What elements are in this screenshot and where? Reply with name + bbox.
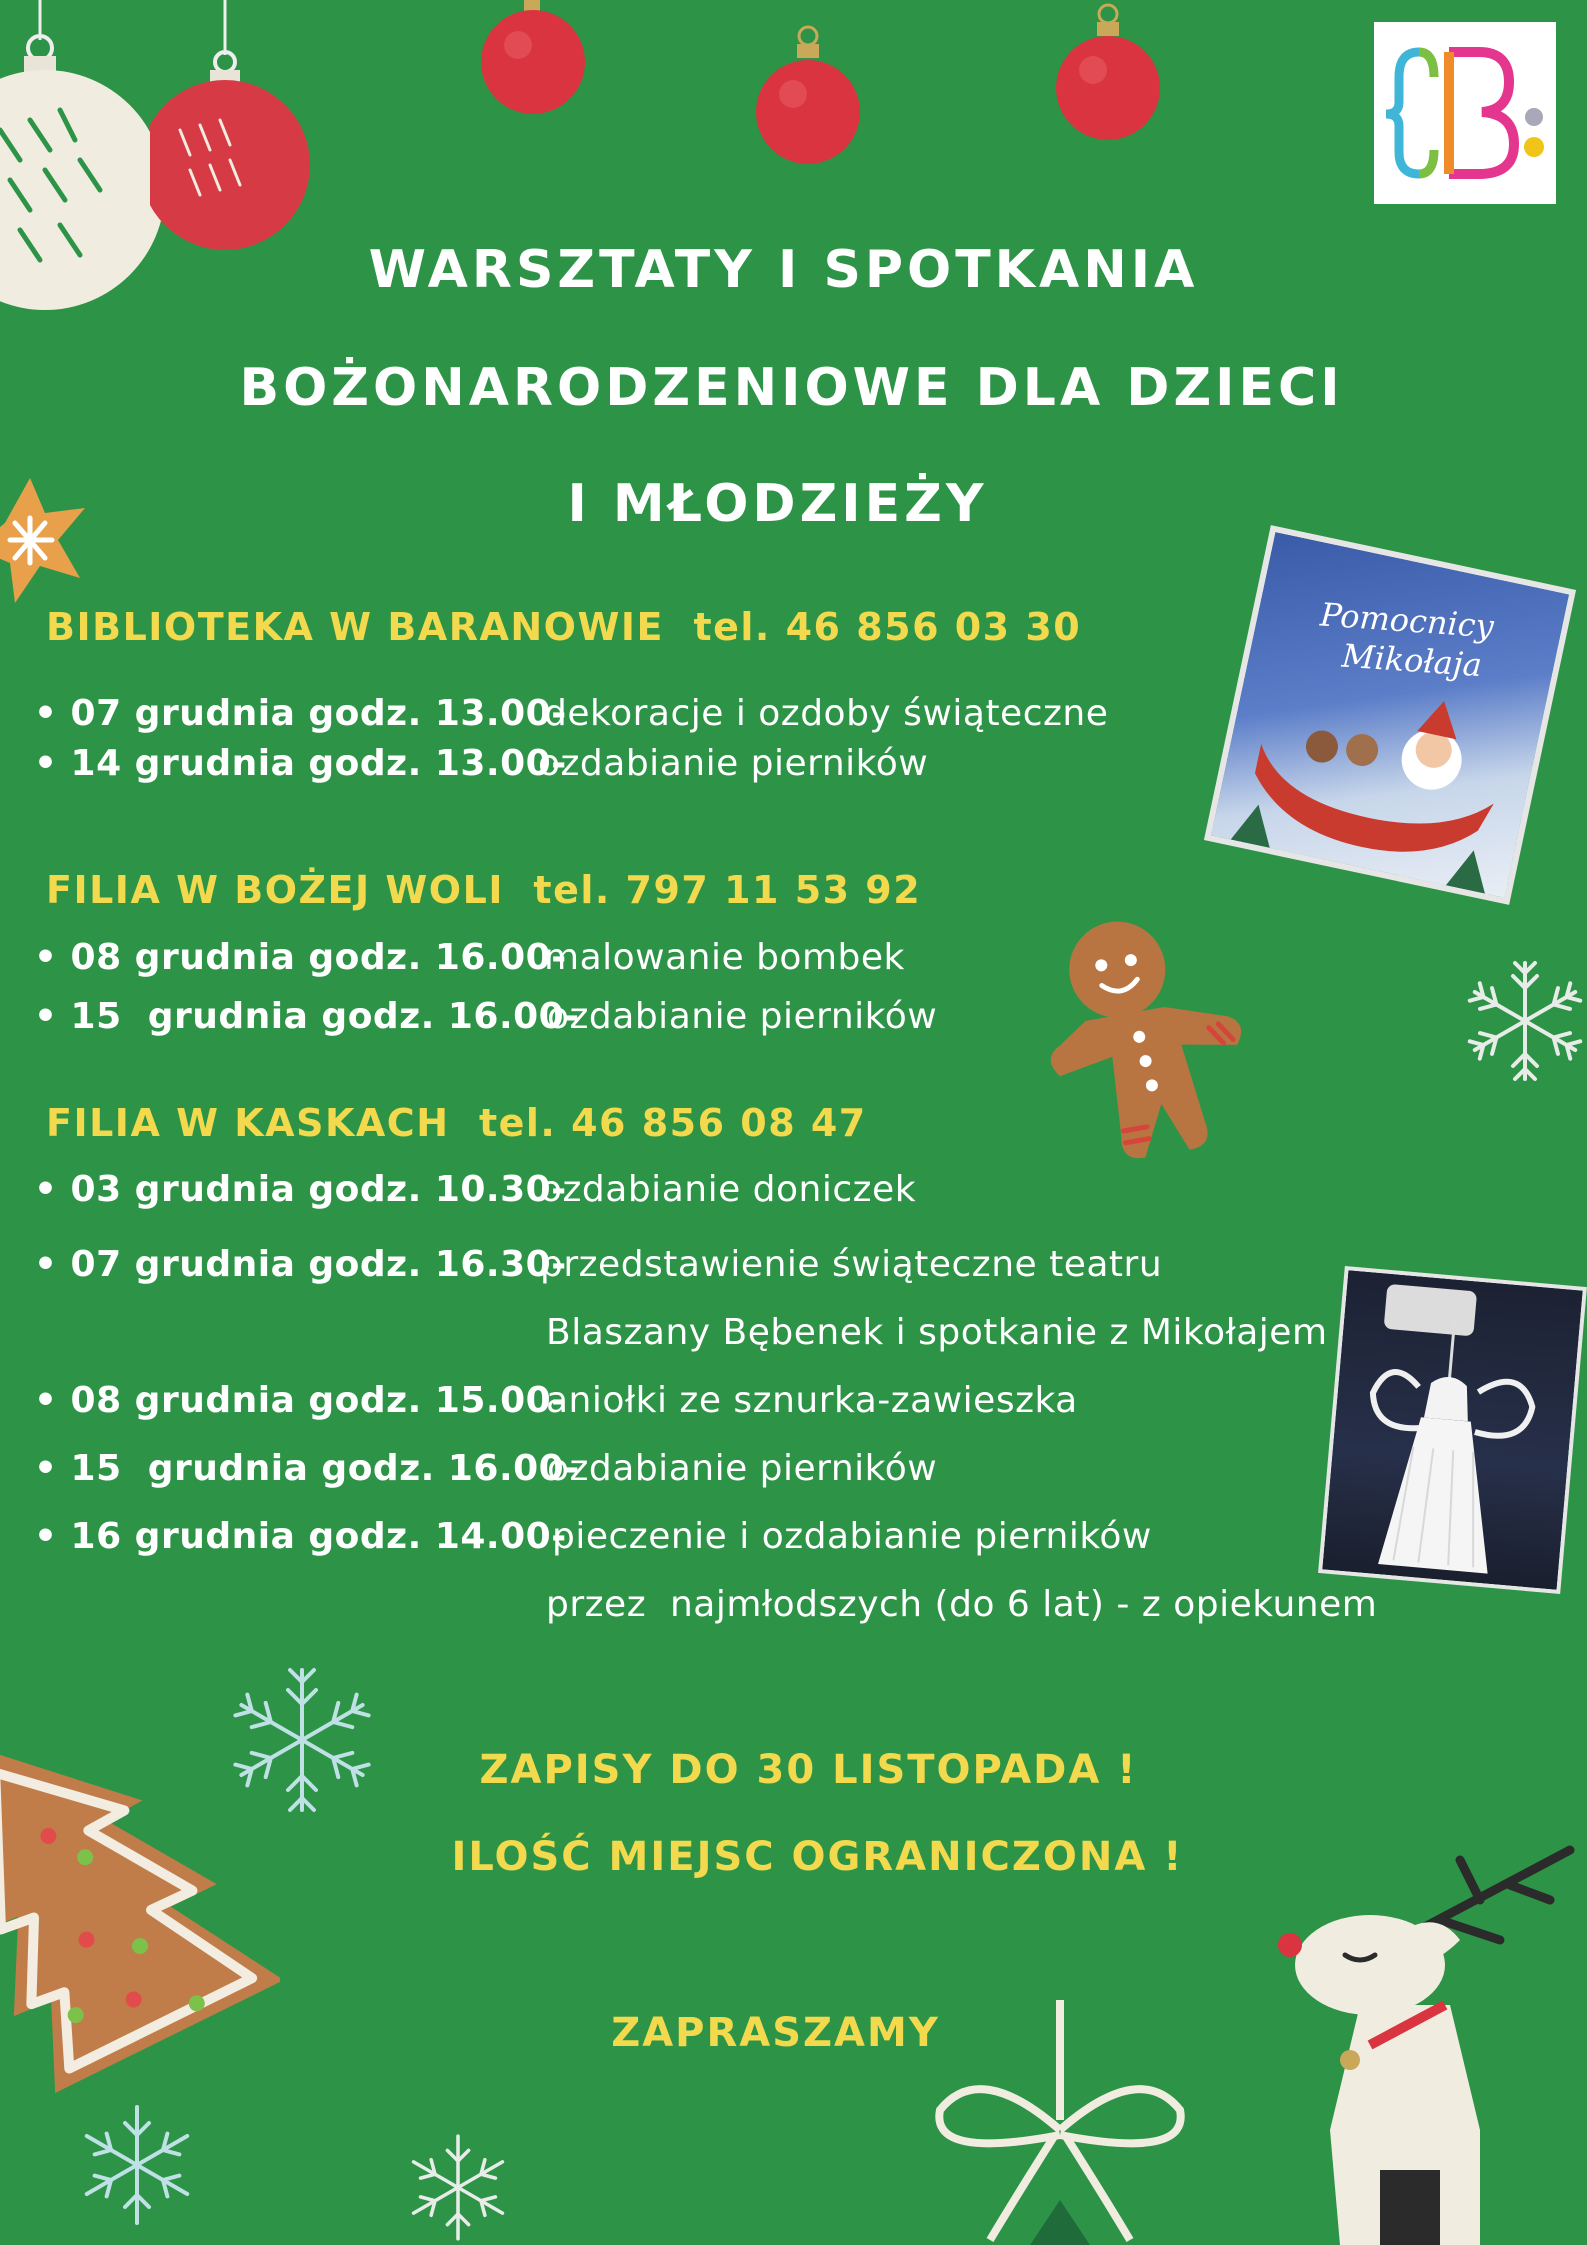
- list-item: [34, 1244, 1163, 1285]
- item-desc: malowanie bombek: [544, 937, 905, 978]
- invitation-text: ZAPRASZAMY: [611, 2010, 940, 2056]
- snowflake-icon: [393, 2130, 523, 2245]
- gingerbread-man-icon: [1030, 910, 1270, 1170]
- item-desc: aniołki ze sznurka-zawieszka: [546, 1380, 1078, 1421]
- title-line-1: WARSZTATY I SPOTKANIA: [368, 240, 1199, 300]
- book-cover-image: [1211, 532, 1569, 898]
- list-item: [34, 743, 929, 784]
- list-item: [34, 996, 938, 1037]
- list-item: [34, 1516, 1152, 1557]
- item-continuation: Blaszany Bębenek i spotkanie z Mikołajem: [546, 1312, 1328, 1353]
- item-date: • 16 grudnia godz. 14.00-: [34, 1516, 567, 1557]
- book-title-1: Pomocnicy: [1318, 595, 1496, 646]
- small-ornament-icon: [753, 22, 863, 167]
- section-heading-boza-wola: FILIA W BOŻEJ WOLI tel. 797 11 53 92: [46, 868, 922, 912]
- item-date: • 14 grudnia godz. 13.00-: [34, 743, 567, 784]
- small-ornament-icon: [1053, 0, 1163, 145]
- limited-seats-notice: ILOŚĆ MIEJSC OGRANICZONA !: [451, 1834, 1184, 1880]
- small-ornament-icon: [478, 0, 588, 120]
- library-logo-icon: [1374, 22, 1556, 204]
- section-heading-baranow: BIBLIOTEKA W BARANOWIE tel. 46 856 03 30: [46, 605, 1082, 649]
- book-title-2: Mikołaja: [1340, 636, 1484, 685]
- reindeer-icon: [1250, 1830, 1587, 2245]
- snowflake-icon: [1460, 956, 1587, 1086]
- title-line-2: BOŻONARODZENIOWE DLA DZIECI: [239, 358, 1344, 418]
- angel-photo-image: [1322, 1270, 1582, 1589]
- signup-notice: ZAPISY DO 30 LISTOPADA !: [479, 1747, 1138, 1793]
- item-desc: dekoracje i ozdoby świąteczne: [544, 693, 1109, 734]
- item-continuation: przez najmłodszych (do 6 lat) - z opiekunem: [546, 1584, 1378, 1625]
- red-ornament-icon: [150, 0, 320, 250]
- item-date: • 07 grudnia godz. 16.30-: [34, 1244, 567, 1285]
- item-date: • 15 grudnia godz. 16.00-: [34, 1448, 580, 1489]
- bow-icon: [920, 2000, 1200, 2245]
- item-desc: pieczenie i ozdabianie pierników: [552, 1516, 1152, 1557]
- item-desc: ozdabianie pierników: [538, 743, 929, 784]
- item-date: • 08 grudnia godz. 15.00-: [34, 1380, 567, 1421]
- item-date: • 15 grudnia godz. 16.00-: [34, 996, 580, 1037]
- title-line-3: I MŁODZIEŻY: [567, 474, 988, 534]
- item-desc: przedstawienie świąteczne teatru: [540, 1244, 1163, 1285]
- item-date: • 07 grudnia godz. 13.00-: [34, 693, 567, 734]
- list-item: [34, 1448, 938, 1489]
- item-date: • 03 grudnia godz. 10.30-: [34, 1169, 567, 1210]
- list-item: [34, 1169, 917, 1210]
- item-desc: ozdabianie doniczek: [540, 1169, 917, 1210]
- list-item: [34, 1380, 1078, 1421]
- section-heading-kaski: FILIA W KASKACH tel. 46 856 08 47: [46, 1101, 867, 1145]
- item-desc: ozdabianie pierników: [547, 1448, 938, 1489]
- snowflake-icon: [72, 2100, 202, 2230]
- item-desc: ozdabianie pierników: [547, 996, 938, 1037]
- item-date: • 08 grudnia godz. 16.00-: [34, 937, 567, 978]
- list-item: [34, 937, 905, 978]
- list-item: [34, 693, 1109, 734]
